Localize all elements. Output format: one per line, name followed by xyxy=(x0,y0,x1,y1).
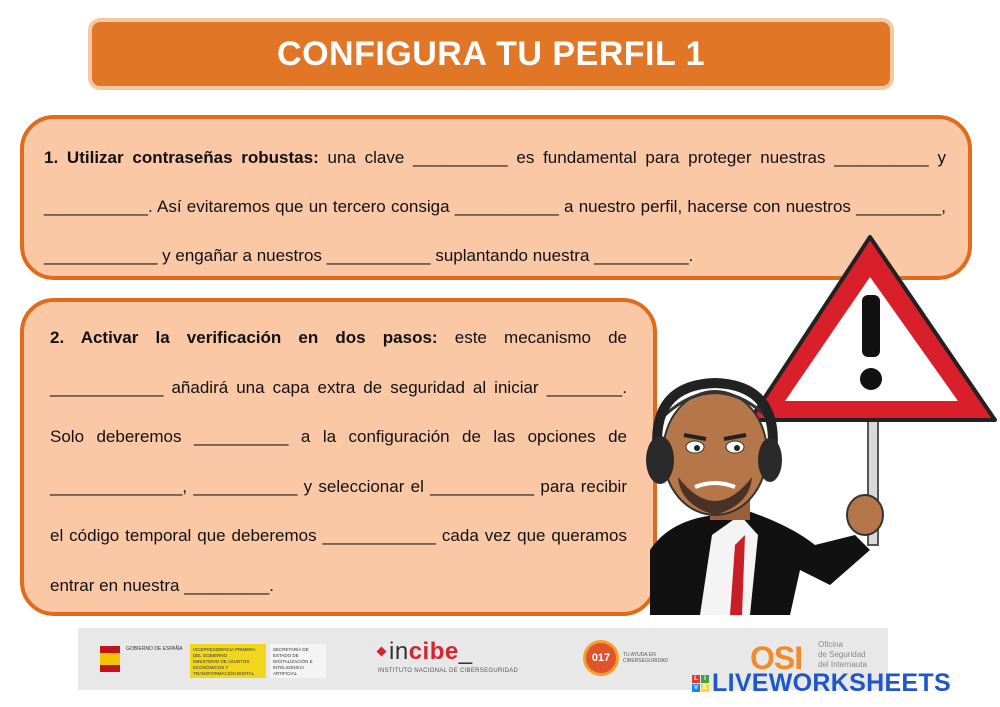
character-head xyxy=(663,391,767,515)
incibe-word-c: _ xyxy=(458,638,473,665)
section1-heading: 1. Utilizar contraseñas robustas: xyxy=(44,148,319,167)
osi-text-1: Oficina xyxy=(818,640,843,649)
gobierno-label: GOBIERNO DE ESPAÑA xyxy=(126,646,183,652)
warning-sign-character xyxy=(640,215,1000,615)
title-banner xyxy=(88,18,894,90)
section2-line-6: ____________ cada vez que queramos entrar en nuestra _________. xyxy=(50,526,627,595)
liveworksheets-logo-icon: L I V E xyxy=(693,675,707,691)
incibe-diamond-icon xyxy=(377,647,387,657)
spain-flag-icon xyxy=(100,646,120,672)
page-title: CONFIGURA TU PERFIL 1 xyxy=(277,34,705,73)
vicepresidencia-label: VICEPRESIDENCIA PRIMERA DEL GOBIERNO xyxy=(193,647,256,658)
section-two-step xyxy=(20,298,657,616)
incibe-word-a: in xyxy=(389,638,409,665)
section2-line-5: ___________ para recibir el código temporal que deberemos xyxy=(50,476,627,545)
section1-line-1: una clave __________ es fundamental para proteger nuestras __________ y xyxy=(327,148,946,167)
help-017-text-1: TU AYUDA EN xyxy=(623,652,656,658)
incibe-logo xyxy=(378,638,528,682)
ministerio-label: MINISTERIO DE ASUNTOS ECONÓMICOS Y TRANSFORMACIÓN DIGITAL xyxy=(193,659,255,676)
section1-line-2: ___________. Así evitaremos que un tercero consiga ___________ a nuestro perfil, hacerse con nuestros xyxy=(44,197,851,216)
section2-heading: 2. Activar la verificación en dos pasos: xyxy=(50,328,438,347)
section2-line-2: ____________ añadirá una capa extra de seguridad al iniciar xyxy=(50,377,539,397)
section1-line-3: _________, ____________ y engañar a nuestros ___________ suplantando nuestra __________. xyxy=(44,197,946,265)
osi-wordmark: OSI xyxy=(750,640,803,676)
character-body xyxy=(650,510,870,615)
help-017-logo xyxy=(583,638,693,682)
character-hand xyxy=(847,495,883,535)
section2-line-4: opciones de ______________, ___________ y seleccionar el xyxy=(50,427,627,496)
section2-line-3: ________. Solo deberemos __________ a la configuración de las xyxy=(50,377,627,446)
osi-text-3: del Internauta xyxy=(818,660,867,669)
liveworksheets-wordmark: LIVEWORKSHEETS xyxy=(712,668,951,697)
incibe-word-b: cibe xyxy=(408,638,459,665)
osi-text-2: de Seguridad xyxy=(818,650,866,659)
section2-line-1: este mecanismo de xyxy=(454,328,627,347)
help-017-number: 017 xyxy=(583,640,619,676)
gobierno-logo xyxy=(100,640,313,678)
help-017-text-2: CIBERSEGURIDAD xyxy=(623,658,669,664)
liveworksheets-watermark[interactable] xyxy=(692,666,951,700)
incibe-subtitle: INSTITUTO NACIONAL DE CIBERSEGURIDAD xyxy=(378,668,519,674)
secretaria-label: SECRETARÍA DE ESTADO DE DIGITALIZACIÓN E INTELIGENCIA ARTIFICIAL xyxy=(270,644,326,678)
